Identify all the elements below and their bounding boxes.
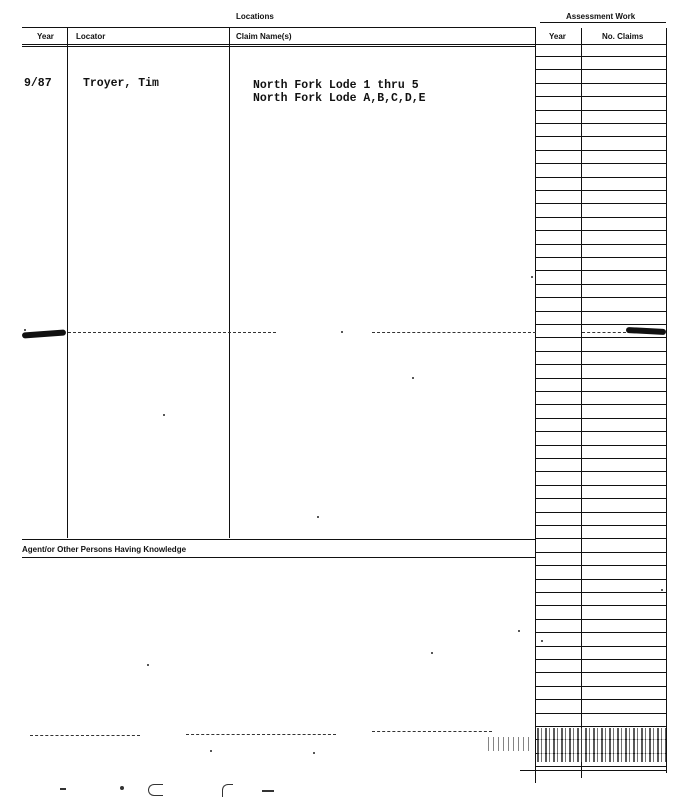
assessment-row-line bbox=[536, 177, 666, 178]
agent-section-top-rule bbox=[22, 539, 536, 540]
assessment-row-line bbox=[536, 726, 666, 727]
assessment-row-line bbox=[536, 244, 666, 245]
scan-noise-block bbox=[488, 737, 532, 751]
assessment-row-line bbox=[536, 83, 666, 84]
scan-mark bbox=[120, 786, 124, 790]
speck bbox=[541, 640, 543, 642]
assessment-row-line bbox=[536, 136, 666, 137]
speck bbox=[147, 664, 149, 666]
locations-heading: Locations bbox=[236, 12, 274, 21]
assessment-row-line bbox=[536, 659, 666, 660]
assessment-row-line bbox=[536, 96, 666, 97]
assessment-row-line bbox=[536, 190, 666, 191]
fold-mark-left bbox=[22, 329, 66, 338]
assessment-row-line bbox=[536, 418, 666, 419]
assessment-row-line bbox=[536, 646, 666, 647]
assessment-row-line bbox=[536, 605, 666, 606]
assessment-row-line bbox=[536, 351, 666, 352]
column-header-assessment-year: Year bbox=[549, 32, 566, 41]
assessment-right-edge bbox=[666, 28, 667, 773]
assessment-row-line bbox=[536, 324, 666, 325]
fold-dash bbox=[372, 332, 536, 333]
locator-column-divider bbox=[229, 28, 230, 538]
scan-dash bbox=[372, 731, 492, 732]
agent-section-label: Agent/or Other Persons Having Knowledge bbox=[22, 545, 187, 554]
scan-dash bbox=[186, 734, 336, 735]
assessment-row-line bbox=[536, 538, 666, 539]
header-bottom-rule-double bbox=[22, 46, 536, 47]
column-header-locator: Locator bbox=[76, 32, 106, 41]
entry-locator: Troyer, Tim bbox=[83, 77, 159, 90]
assessment-row-line bbox=[536, 579, 666, 580]
assessment-row-line bbox=[536, 404, 666, 405]
scan-mark bbox=[262, 790, 274, 792]
scan-mark bbox=[60, 788, 66, 790]
assessment-row-line bbox=[536, 257, 666, 258]
assessment-row-line bbox=[536, 619, 666, 620]
assessment-row-line bbox=[536, 297, 666, 298]
agent-section-label-rule bbox=[22, 557, 536, 558]
entry-year: 9/87 bbox=[24, 77, 52, 90]
assessment-row-line bbox=[536, 458, 666, 459]
assessment-row-line bbox=[536, 378, 666, 379]
assessment-row-line bbox=[536, 364, 666, 365]
entry-claim-name: North Fork Lode 1 thru 5 bbox=[253, 79, 419, 92]
speck bbox=[518, 630, 520, 632]
assessment-row-line bbox=[536, 592, 666, 593]
speck bbox=[661, 589, 663, 591]
assessment-row-line bbox=[536, 123, 666, 124]
assessment-row-line bbox=[536, 391, 666, 392]
scan-dash bbox=[30, 735, 140, 736]
assessment-row-line bbox=[536, 565, 666, 566]
assessment-row-line bbox=[536, 445, 666, 446]
year-column-divider bbox=[67, 28, 68, 538]
speck bbox=[210, 750, 212, 752]
assessment-heading-rule bbox=[540, 22, 666, 23]
assessment-row-line bbox=[536, 270, 666, 271]
entry-claim-name: North Fork Lode A,B,C,D,E bbox=[253, 92, 426, 105]
assessment-row-line bbox=[536, 150, 666, 151]
assessment-row-line bbox=[536, 431, 666, 432]
speck bbox=[24, 329, 26, 331]
assessment-row-line bbox=[536, 713, 666, 714]
assessment-row-line bbox=[536, 672, 666, 673]
top-rule bbox=[22, 27, 536, 28]
assessment-row-line bbox=[536, 498, 666, 499]
scan-mark bbox=[148, 784, 163, 796]
assessment-row-line bbox=[536, 230, 666, 231]
column-header-claim-names: Claim Name(s) bbox=[236, 32, 292, 41]
assessment-row-line bbox=[536, 766, 666, 767]
column-header-number-of-claims: No. Claims bbox=[602, 32, 644, 41]
assessment-row-line bbox=[536, 471, 666, 472]
assessment-row-line bbox=[536, 632, 666, 633]
speck bbox=[531, 276, 533, 278]
speck bbox=[341, 331, 343, 333]
fold-dash bbox=[582, 332, 626, 333]
assessment-row-line bbox=[536, 217, 666, 218]
speck bbox=[163, 414, 165, 416]
assessment-row-line bbox=[536, 699, 666, 700]
assessment-work-heading: Assessment Work bbox=[566, 12, 636, 21]
scan-noise-block bbox=[537, 728, 666, 762]
assessment-row-line bbox=[536, 56, 666, 57]
column-header-year: Year bbox=[37, 32, 54, 41]
scan-mark bbox=[222, 784, 233, 797]
assessment-row-line bbox=[536, 163, 666, 164]
scan-edge-line bbox=[520, 770, 666, 771]
assessment-row-line bbox=[536, 686, 666, 687]
assessment-row-line bbox=[536, 69, 666, 70]
assessment-row-line bbox=[536, 485, 666, 486]
assessment-row-line bbox=[536, 203, 666, 204]
assessment-row-line bbox=[536, 284, 666, 285]
assessment-row-line bbox=[536, 110, 666, 111]
speck bbox=[412, 377, 414, 379]
assessment-row-line bbox=[536, 311, 666, 312]
assessment-row-line bbox=[536, 512, 666, 513]
speck bbox=[431, 652, 433, 654]
header-bottom-rule bbox=[22, 44, 666, 45]
assessment-work-rows bbox=[536, 48, 666, 768]
speck bbox=[313, 752, 315, 754]
assessment-row-line bbox=[536, 552, 666, 553]
assessment-row-line bbox=[536, 525, 666, 526]
assessment-row-line bbox=[536, 337, 666, 338]
speck bbox=[317, 516, 319, 518]
fold-dash bbox=[68, 332, 276, 333]
